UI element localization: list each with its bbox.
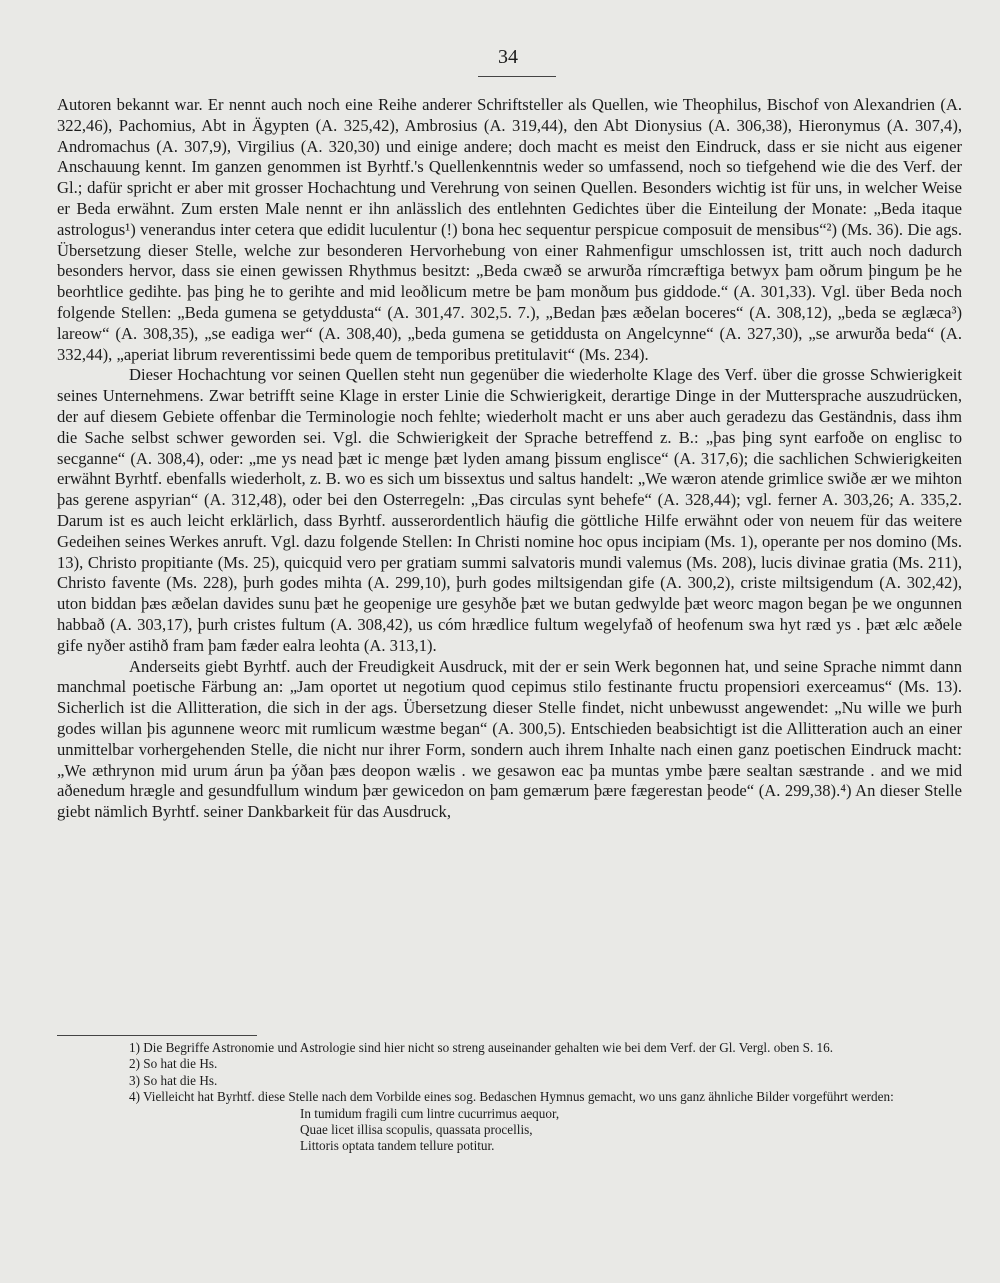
paragraph: Anderseits giebt Byrhtf. auch der Freudigkeit Ausdruck, mit der er sein Werk begonnen hat, und seine Sprache nimmt dann manchmal poetische Färbung an: „Jam oportet ut negotium quod cepimus stilo festinante fructu propensiori exerceamus“ (Ms. 13). Sicherlich ist die Allitteration, die sich in der ags. Übersetzung dieser Stelle findet, nicht unbewusst angewendet: „Nu wille we þurh godes willan þis agunnene weorc mit rumlicum wæstme began“ (A. 300,5). Entschieden beabsichtigt ist die Allitteration auch an einer unmittelbar vorhergehenden Stelle, die nicht nur ihrer Form, sondern auch ihrem Inhalte nach einen ganz poetischen Eindruck macht: „We æthrynon mid urum árun þa ýðan þæs deopon wælis . we gesawon eac þa muntas ymbe þære sealtan sæstrande . and we mid aðenedum hrægle and gesundfullum windum þær gewicedon on þam gemærum þære fægerestan þeode“ (A. 299,38).⁴) An dieser Stelle giebt nämlich Byrhtf. seiner Dankbarkeit für das Ausdruck, [57,656,962,822]
header-rule [478,76,556,77]
footnote: 1) Die Begriffe Astronomie und Astrologie sind hier nicht so streng auseinander gehalten wie bei dem Verf. der Gl. Vergl. oben S. 16. [129,1040,834,1055]
footnote: 3) So hat die Hs. [129,1072,218,1088]
footnote: 4) Vielleicht hat Byrhtf. diese Stelle nach dem Vorbilde eines sog. Bedaschen Hymnus gemacht, wo uns ganz ähnliche Bilder vorgeführt werden: [129,1089,894,1105]
footnote-rule [57,1035,257,1036]
paragraph: Dieser Hochachtung vor seinen Quellen steht nun gegenüber die wiederholte Klage des Verf. über die grosse Schwierigkeit seines Unternehmens. Zwar betrifft seine Klage in erster Linie die Schwierigkeit, derartige Dinge in der Muttersprache auszudrücken, der auf diesem Gebiete offenbar die Terminologie noch fehlte; wiederholt macht er uns aber auch geradezu das Geständnis, dass ihm die Sache selbst schwer geworden sei. Vgl. die Schwierigkeit der Sprache betreffend z. B.: „þas þing synt earfoðe on englisc to secganne“ (A. 308,4), oder: „me ys nead þæt ic menge þæt lyden amang þissum englisce“ (A. 317,6); die sachlichen Schwierigkeiten erwähnt Byrhtf. ebenfalls wiederholt, z. B. wo es sich um bissextus und saltus handelt: „We wæron atende grimlice swiðe ær we mihton þas gerene aspyrian“ (A. 312,48), oder bei den Osterregeln: „Ðas circulas synt behefe“ (A. 328,44); vgl. ferner A. 303,26; A. 335,2. Darum ist es auch leicht erklärlich, dass Byrhtf. ausserordentlich häufig die göttliche Hilfe erwähnt oder von neuem für das weitere Gedeihen seines Werkes anruft. Vgl. dazu folgende Stellen: In Christi nomine hoc opus incipiam (Ms. 1), operante per nos domino (Ms. 13), Christo propitiante (Ms. 25), quicquid vero per gratiam summi salvatoris mundi valemus (Ms. 208), lucis divinae gratia (Ms. 211), Christo favente (Ms. 228), þurh godes mihta (A. 299,10), þurh godes miltsigendan gife (A. 300,2), criste miltsigendum (A. 302,42), uton biddan þæs æðelan davides sunu þæt he geopenige ure gesyhðe þæt we butan gedwylde þæt weorc magon began þe we ongunnen habbað (A. 303,17), þurh cristes fultum (A. 308,42), us cóm hrædlice fultum wegelyfað of heofenum swa hyt ræd ys . þæt ælc æðele gife nyðer astihð fram þam fæder ealra leohta (A. 313,1). [57,365,962,655]
verse-line: Littoris optata tandem tellure potitur. [300,1138,495,1154]
paragraph: Autoren bekannt war. Er nennt auch noch eine Reihe anderer Schriftsteller als Quellen, wie Theophilus, Bischof von Alexandrien (A. 322,46), Pachomius, Abt in Ägypten (A. 325,42), Ambrosius (A. 319,44), den Abt Dionysius (A. 306,38), Hieronymus (A. 307,4), Andromachus (A. 307,9), Virgilius (A. 320,30) und einige andere; doch macht es meist den Eindruck, dass er sie nicht aus eigener Anschauung kennt. Im ganzen genommen ist Byrhtf.'s Quellenkenntnis weder so umfassend, noch so tiefgehend wie die des Verf. der Gl.; dafür spricht er aber mit grosser Hochachtung und Verehrung von seinen Quellen. Besonders wichtig ist für uns, in welcher Weise er Beda erwähnt. Zum ersten Male nennt er ihn anlässlich des entlehnten Gedichtes über die Einteilung der Monate: „Beda itaque astrologus¹) venerandus inter cetera que edidit luculentur (!) bona hec sequentur perspicue composuit de mensibus“²) (Ms. 36). Die ags. Übersetzung dieser Stelle, welche zur besonderen Hervorhebung von einer Rahmenfigur umschlossen ist, tritt auch noch dadurch besonders hervor, dass sie einen gewissen Rhythmus besitzt: „Beda cwæð se arwurða rímcræftiga betwyx þam oðrum þingum þe he beorhtlice gedihte. þas þing he to gerihte and mid leoðlicum metre be þam monðum þus giddode.“ (A. 301,33). Vgl. über Beda noch folgende Stellen: „Beda gumena se getyddusta“ (A. 301,47. 302,5. 7.), „Bedan þæs æðelan boceres“ (A. 308,12), „beda se æglæca³) lareow“ (A. 308,35), „se eadiga wer“ (A. 308,40), „beda gumena se getiddusta on Angelcynne“ (A. 327,30), „se arwurða beda“ (A. 332,44), „aperiat librum reverentissimi bede quem de temporibus pretitulavit“ (Ms. 234). [57,95,962,364]
verse-line: Quae licet illisa scopulis, quassata procellis, [300,1122,533,1138]
footnotes [57,1040,962,1155]
page-number: 34 [498,46,518,68]
main-text [57,95,962,823]
verse-line: In tumidum fragili cum lintre cucurrimus aequor, [300,1105,560,1121]
footnote: 2) So hat die Hs. [129,1056,218,1072]
